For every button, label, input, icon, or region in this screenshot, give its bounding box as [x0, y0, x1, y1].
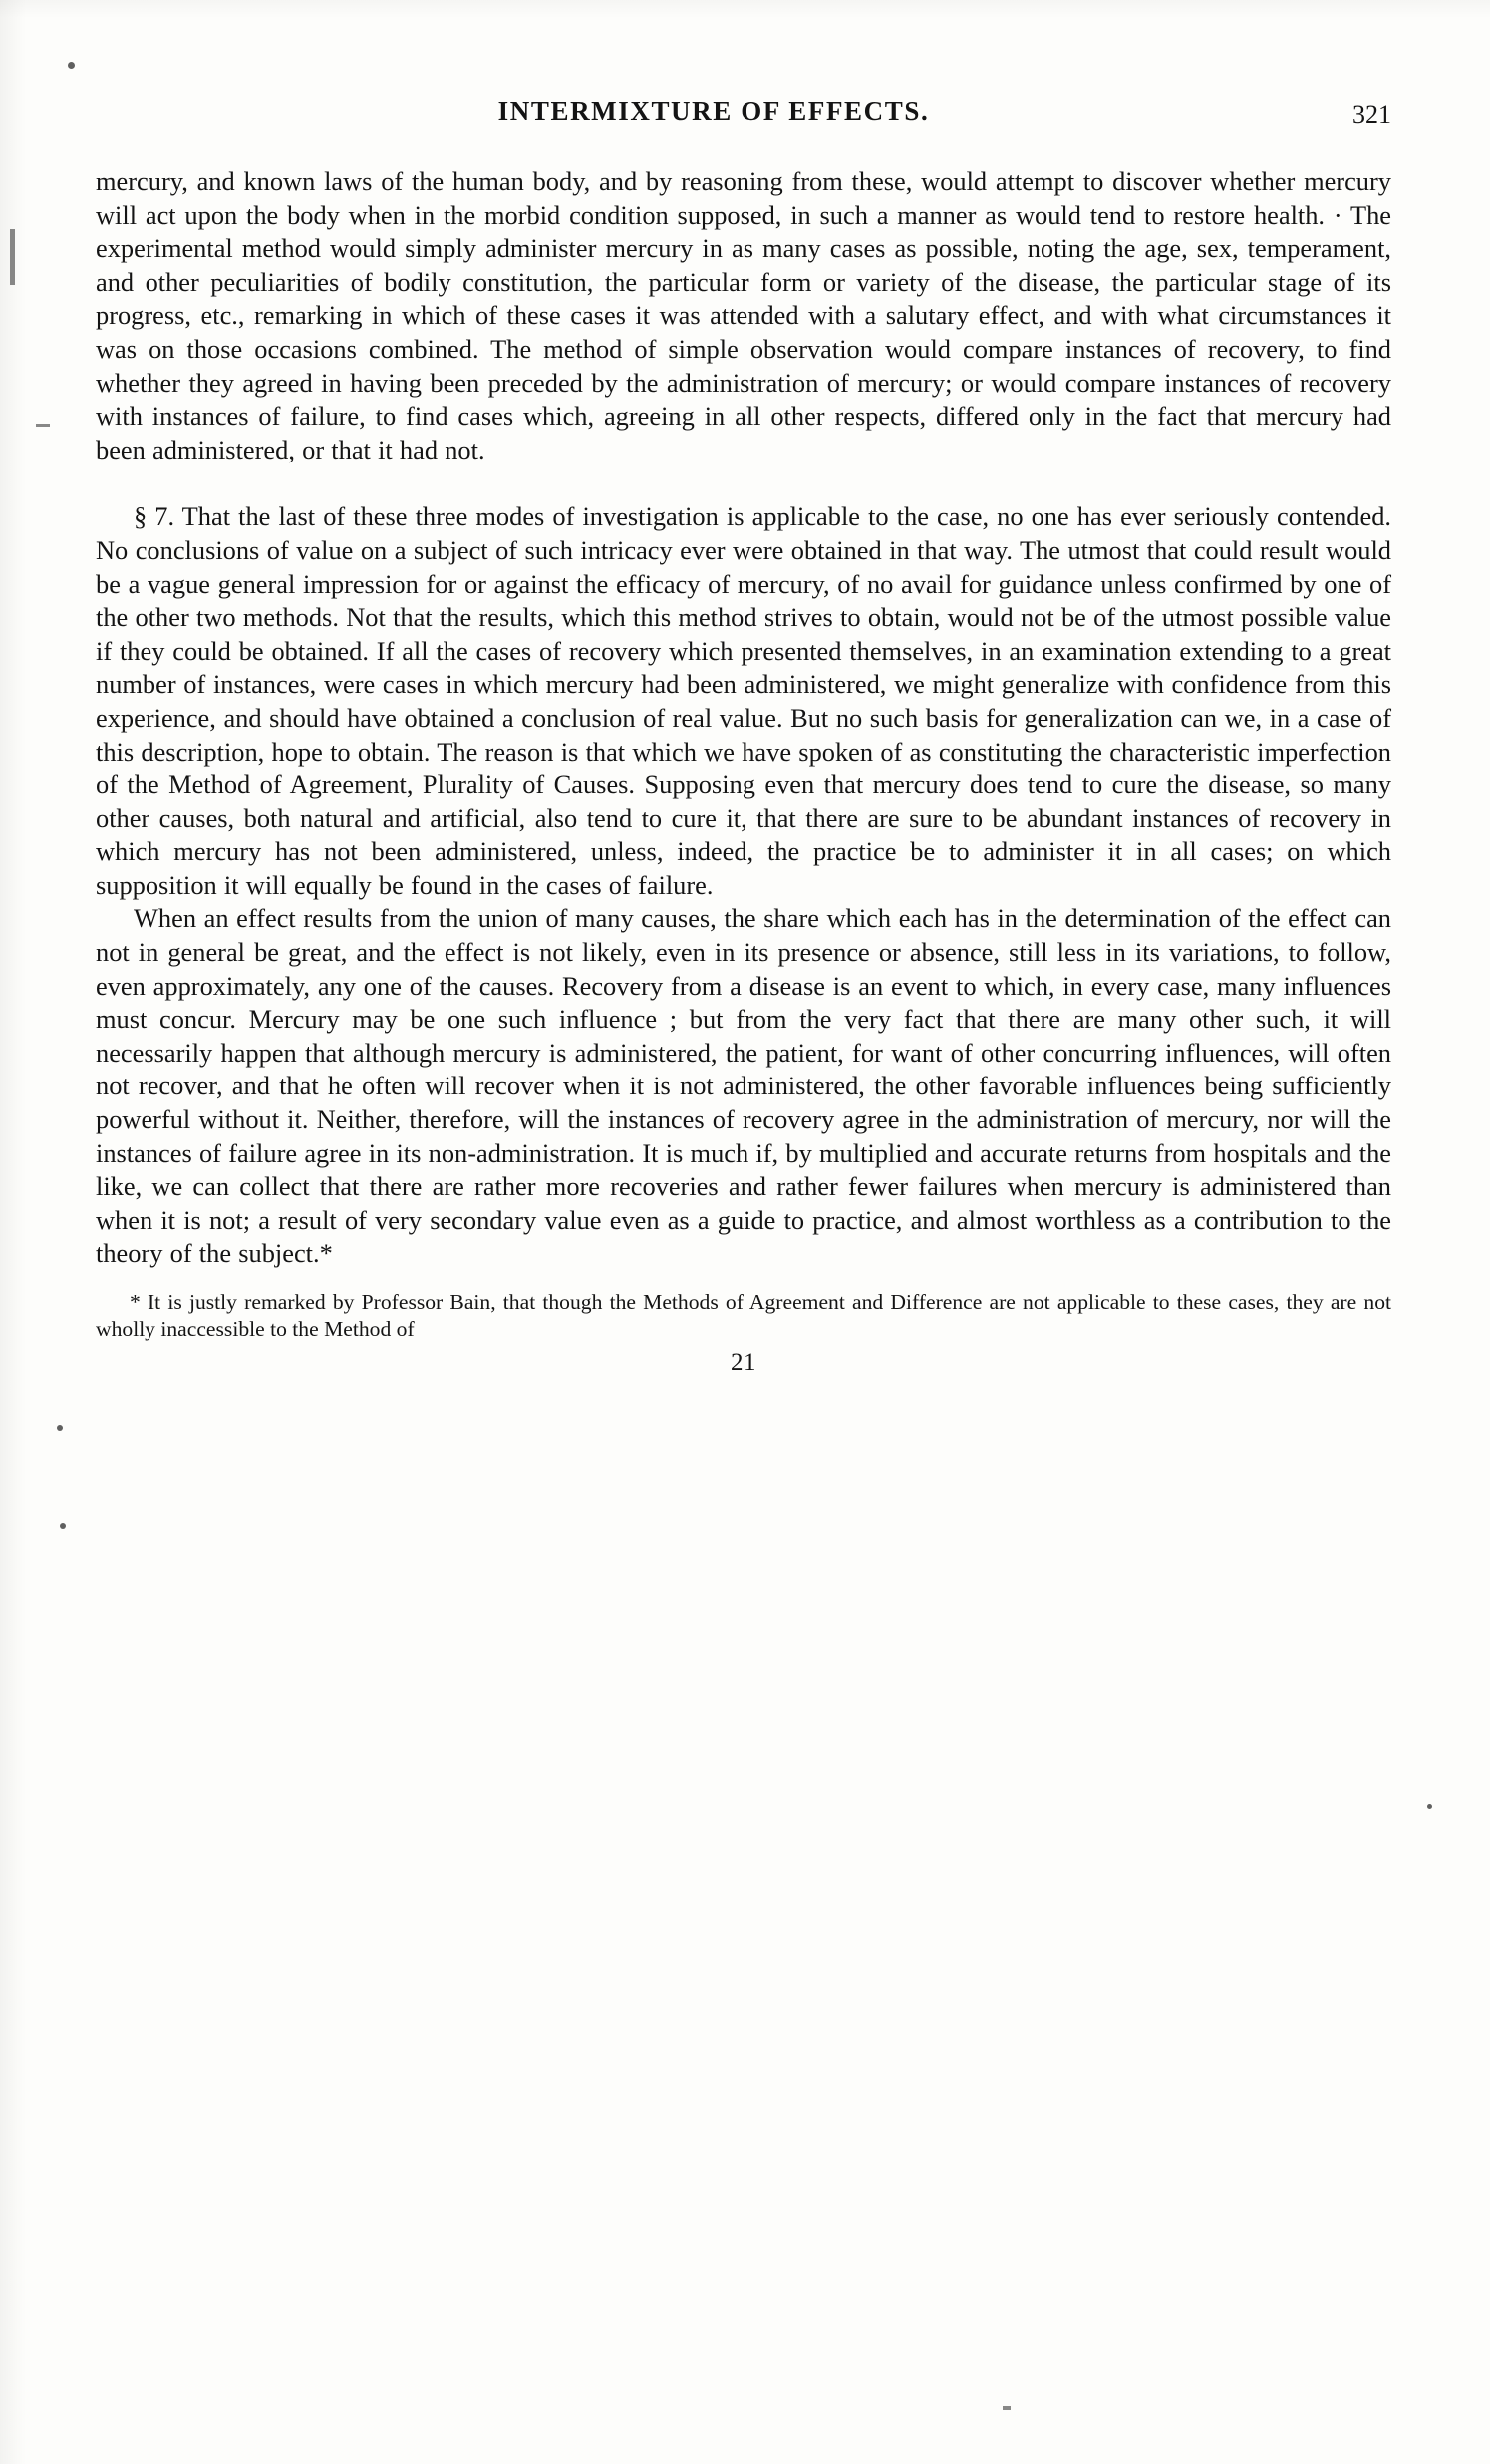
scan-margin-mark [36, 424, 50, 427]
paragraph-continued: mercury, and known laws of the human body, and by reasoning from these, would attempt to discover whether mercury will act upon the body when in the morbid condition supposed, in such a manner as would tend to restore health. · The experimental method would simply administer mercury in as many cases as possible, noting the age, sex, temperament, and other peculiarities of bodily constitution, the particular form or variety of the disease, the particular stage of its progress, etc., remarking in which of these cases it was attended with a salutary effect, and with what circumstances it was on those occasions combined. The method of simple observation would compare instances of recovery, to find whether they agreed in having been preceded by the administration of mercury; or would compare instances of recovery with instances of failure, to find cases which, agreeing in all other respects, differed only in the fact that mercury had been administered, or that it had not. [96, 166, 1391, 464]
scan-margin-mark [10, 229, 15, 285]
running-title: INTERMIXTURE OF EFFECTS. [497, 96, 930, 126]
left-edge-shading [0, 0, 26, 2464]
running-header [96, 96, 1391, 152]
paragraph-spacer [96, 466, 1391, 500]
scan-speck [68, 62, 75, 69]
top-edge-shading [0, 0, 1490, 18]
scan-speck [57, 1425, 63, 1431]
scan-speck [60, 1523, 66, 1529]
scan-margin-mark [1003, 2406, 1011, 2410]
footnote-separator [96, 1271, 1391, 1289]
footnote: * It is justly remarked by Professor Bain, that though the Methods of Agreement and Difference are not applicable to these cases, they are not wholly inaccessible to the Method of [96, 1290, 1391, 1341]
page-number: 321 [1352, 100, 1391, 129]
scan-speck [1427, 1804, 1432, 1809]
signature-mark: 21 [731, 1349, 756, 1376]
paragraph-intermixture: When an effect results from the union of many causes, the share which each has in the determination of the effect can not in general be great, and the effect is not likely, even in its presence or absence, still less in its variations, to follow, even approximately, any one of the causes. Recovery from a disease is an event to which, in every case, many influences must concur. Mercury may be one such influence ; but from the very fact that there are many other such, it will necessarily happen that although mercury is administered, the patient, for want of other concurring influences, will often not recover, and that he often will recover when it is not administered, the other favorable influences being sufficiently powerful without it. Neither, therefore, will the instances of recovery agree in the administration of mercury, nor will the instances of failure agree in its non-administration. It is much if, by multiplied and accurate returns from hospitals and the like, we can collect that there are rather more recoveries and rather fewer failures when mercury is administered than when it is not; a result of very secondary value even as a guide to practice, and almost worthless as a contribution to the theory of the subject.* [96, 903, 1391, 1269]
paragraph-section-7: § 7. That the last of these three modes of investigation is applicable to the case, no one has ever seriously contended. No conclusions of value on a subject of such intricacy ever were obtained in that way. The utmost that could result would be a vague general impression for or against the efficacy of mercury, of no avail for guidance unless confirmed by one of the other two methods. Not that the results, which this method strives to obtain, would not be of the utmost possible value if they could be obtained. If all the cases of recovery which presented themselves, in an examination extending to a great number of instances, were cases in which mercury had been administered, we might generalize with confidence from this experience, and should have obtained a conclusion of real value. But no such basis for generalization can we, in a case of this description, hope to obtain. The reason is that which we have spoken of as constituting the characteristic imperfection of the Method of Agreement, Plurality of Causes. Supposing even that mercury does tend to cure the disease, so many other causes, both natural and artificial, also tend to cure it, that there are sure to be abundant instances of recovery in which mercury has not been administered, unless, indeed, the practice be to administer it in all cases; on which supposition it will equally be found in the cases of failure. [96, 501, 1391, 900]
page-content [96, 96, 1391, 1377]
